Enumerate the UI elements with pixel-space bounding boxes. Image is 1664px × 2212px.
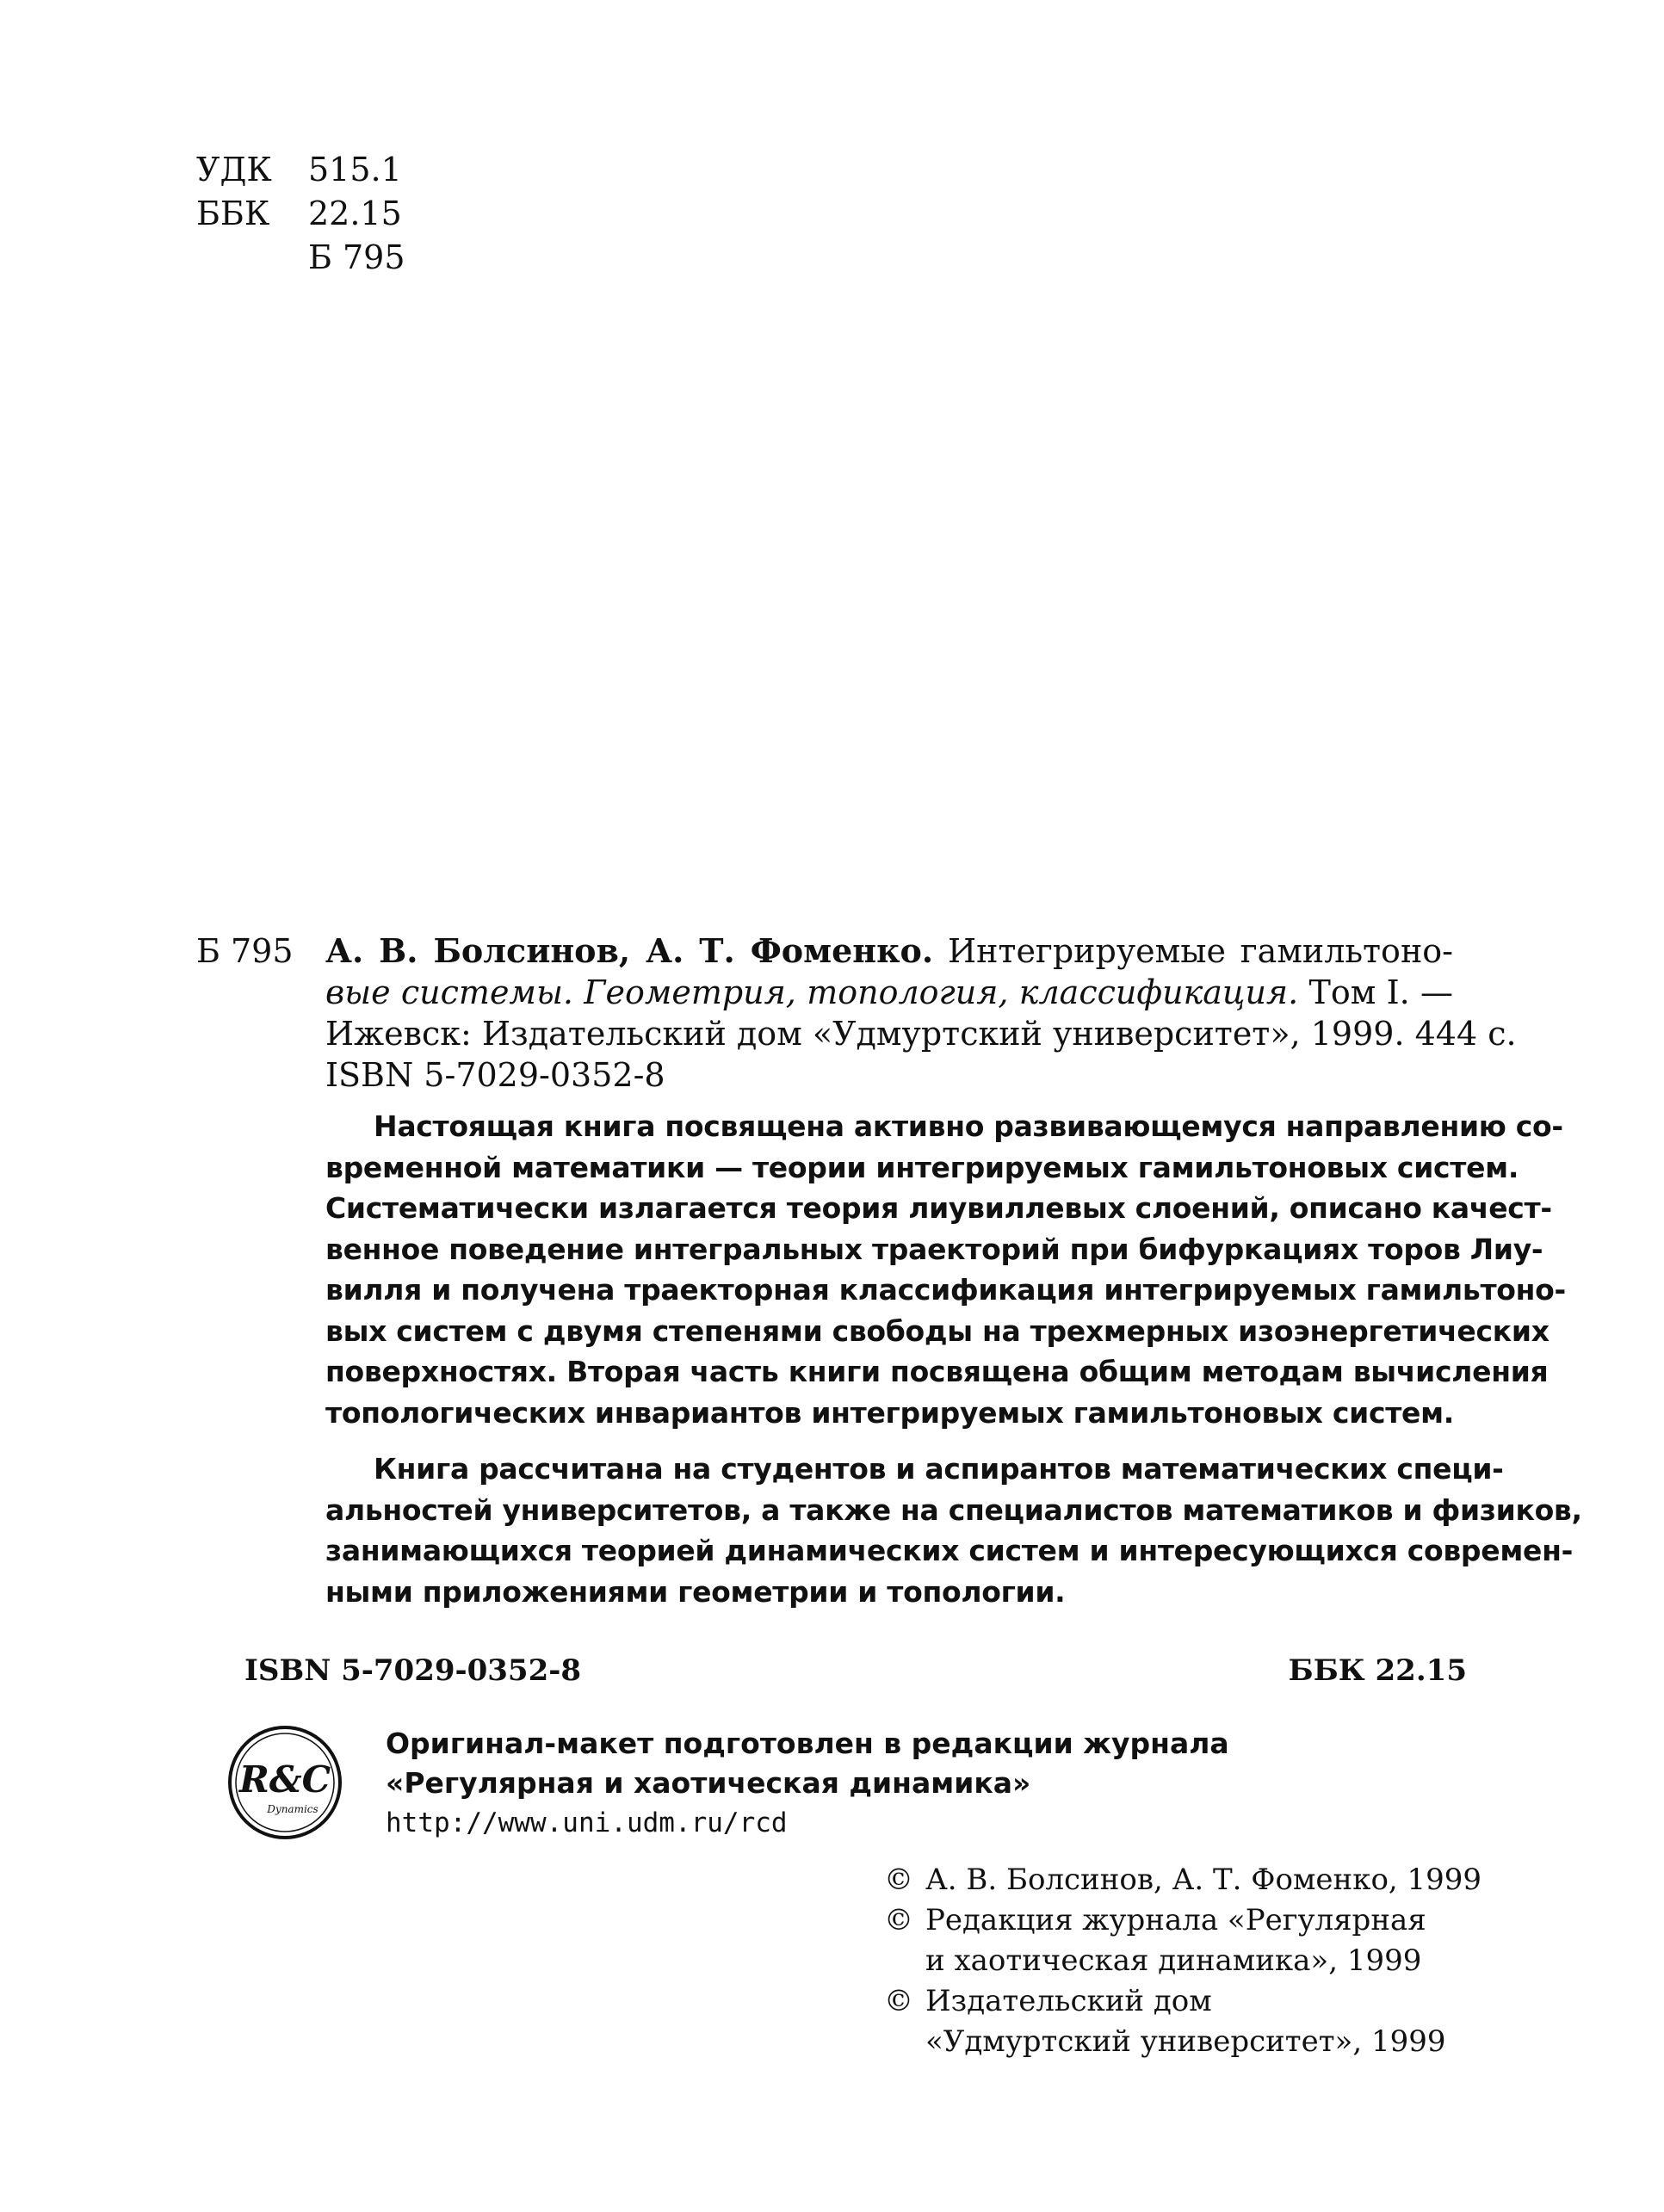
annotation-line: Книга рассчитана на студентов и аспирантов математических специ- [374,1452,1504,1486]
annotation-line: альностей университетов, а также на специалистов математиков и физиков, [325,1492,1582,1527]
rc-dynamics-logo [226,1723,344,1842]
bib-isbn: ISBN 5-7029-0352-8 [325,1056,665,1094]
annotation-line: топологических инвариантов интегрируемых гамильтоновых систем. [325,1395,1455,1430]
bib-author-mark: Б 795 [196,932,294,970]
author-mark-row [196,236,405,280]
copyright-entry [884,1900,1482,1941]
copyright-block [884,1860,1482,2062]
bib-line-3: Ижевск: Издательский дом «Удмуртский университет», 1999. 444 с. [325,1015,1517,1053]
annotation-line: ными приложениями геометрии и топологии. [325,1574,1066,1609]
bbk-row [196,192,405,236]
copyright-authors: А. В. Болсинов, А. Т. Фоменко, 1999 [925,1863,1482,1897]
copyright-publisher-cont: «Удмуртский университет», 1999 [925,2024,1446,2059]
bib-volume: Том I. — [1298,973,1453,1011]
prep-line-2: «Регулярная и хаотическая динамика» [386,1766,1031,1800]
annotation-line: поверхностях. Вторая часть книги посвящена общим методам вычисления [325,1355,1549,1388]
copyright-journal-cont: и хаотическая динамика», 1999 [925,1943,1422,1978]
annotation-line: вилля и получена траекторная классификация интегрируемых гамильтоно- [325,1273,1566,1307]
isbn-number: ISBN 5-7029-0352-8 [244,1653,582,1688]
bbk-value: 22.15 [308,195,402,232]
bib-authors: А. В. Болсинов, А. Т. Фоменко. [325,931,934,970]
bib-title-rest: вые системы. Геометрия, топология, классификация. [325,973,1299,1011]
logo-text: R&C [238,1758,331,1801]
journal-url[interactable]: http://www.uni.udm.ru/rcd [386,1807,788,1838]
annotation-line: вых систем с двумя степенями свободы на трехмерных изоэнергетических [325,1313,1550,1348]
udk-value: 515.1 [308,151,402,188]
copyright-icon: © [884,1903,913,1937]
annotation-line: временной математики — теории интегрируемых гамильтоновых систем. [325,1150,1519,1184]
bbk-label: ББК [196,195,270,232]
classification-block [196,148,405,280]
annotation [325,1106,1582,1612]
prep-line-1: Оригинал-макет подготовлен в редакции журнала [386,1727,1229,1760]
annotation-line: Настоящая книга посвящена активно развивающемуся направлению со- [374,1109,1563,1143]
copyright-journal: Редакция журнала «Регулярная [925,1903,1426,1937]
copyright-entry [884,1981,1482,2022]
copyright-icon: © [884,1984,913,2018]
udk-label: УДК [196,151,272,188]
bibliographic-entry [325,930,1517,1096]
isbn-bbk-row [244,1651,1467,1690]
udk-row [196,148,405,192]
copyright-publisher: Издательский дом [925,1984,1212,2018]
annotation-line: Систематически излагается теория лиувиллевых слоений, описано качест- [325,1191,1552,1225]
annotation-line: венное поведение интегральных траекторий при бифуркациях торов Лиу- [325,1232,1543,1266]
bib-line-2 [325,972,1453,1013]
bib-title-start: Интегрируемые гамильтоно- [947,932,1453,970]
bib-line-1 [325,930,1453,972]
logo-subtext: Dynamics [267,1803,319,1815]
author-mark: Б 795 [308,238,405,276]
copyright-icon: © [884,1863,913,1897]
copyright-entry [884,1860,1482,1900]
bbk-code: ББК 22.15 [1288,1653,1467,1688]
annotation-line: занимающихся теорией динамических систем и интересующихся современ- [325,1534,1573,1567]
preparation-note [386,1724,1229,1843]
